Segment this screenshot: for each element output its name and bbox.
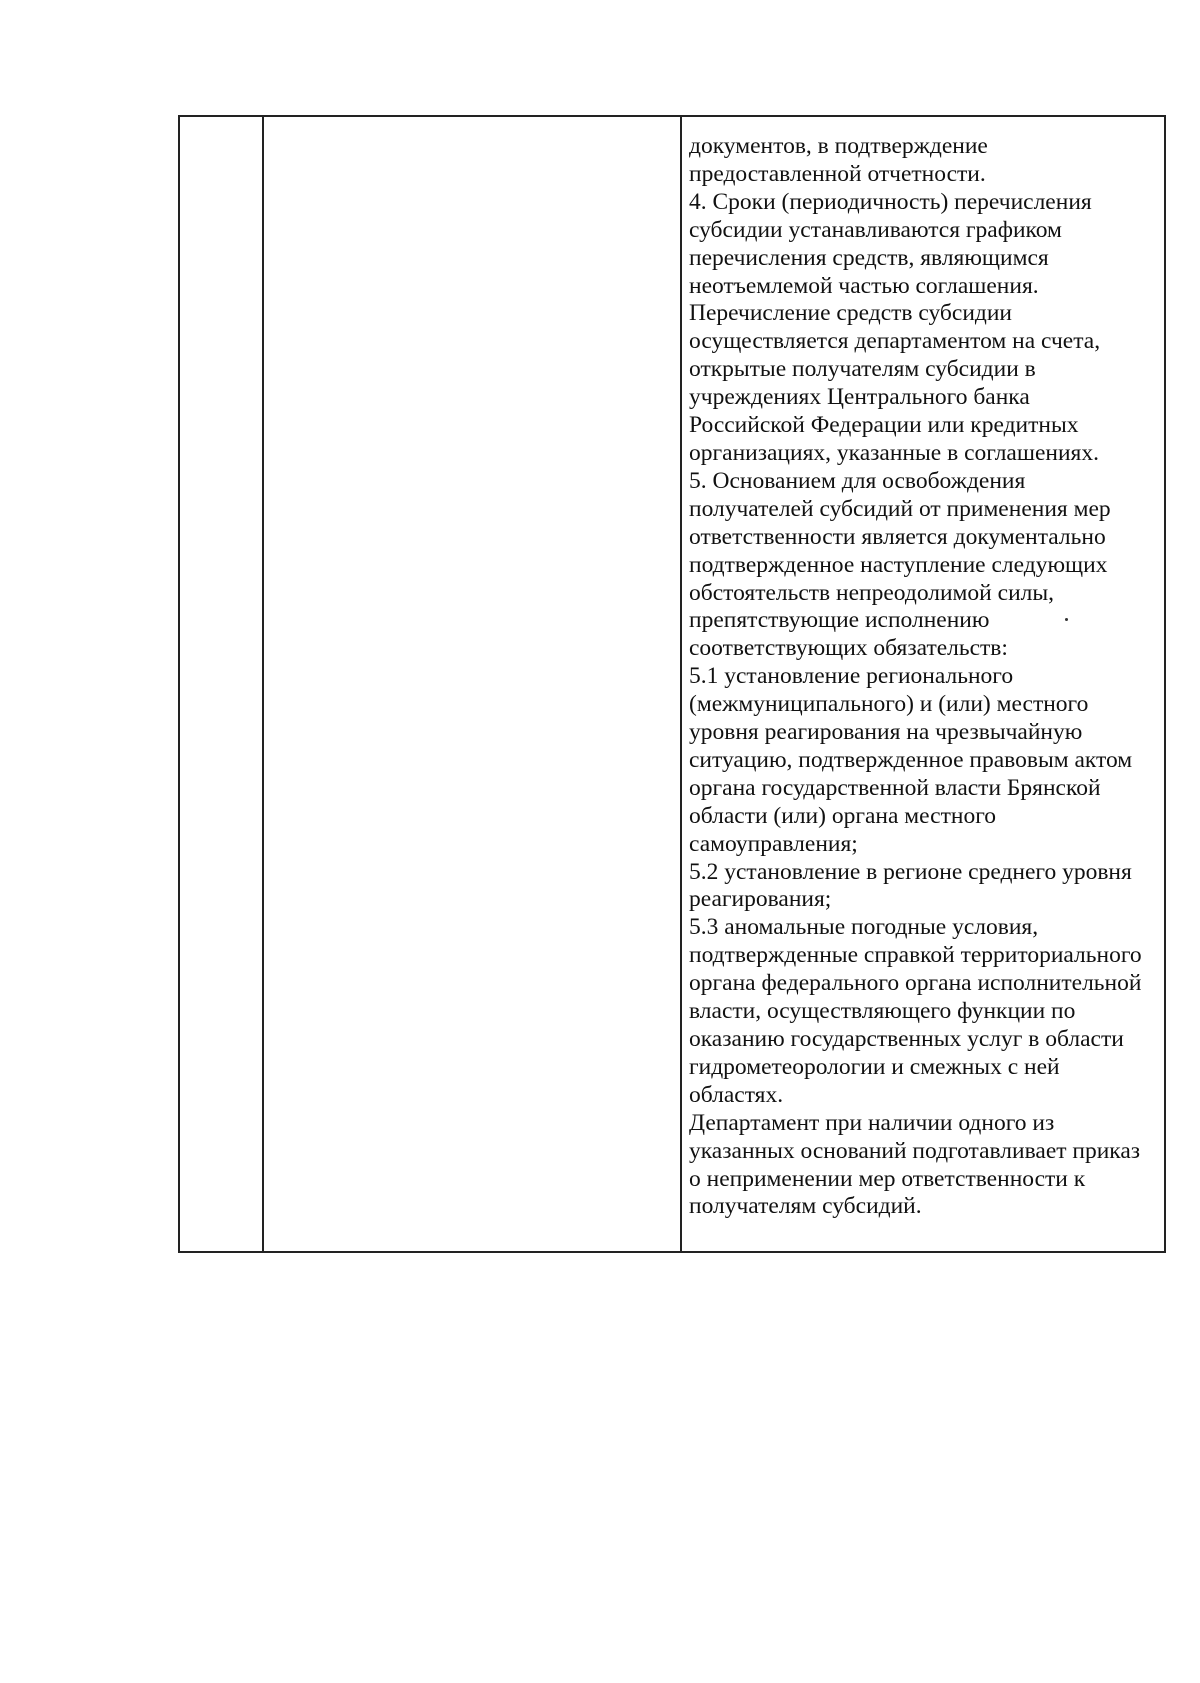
cell-text-line: подтвержденное наступление следующих	[689, 551, 1108, 578]
cell-text-line: Перечисление средств субсидии	[689, 300, 1012, 327]
cell-text-line: открытые получателям субсидии в	[689, 356, 1036, 383]
cell-text-line: указанных оснований подготавливает приказ	[689, 1137, 1141, 1164]
cell-text-line: осуществляется департаментом на счета,	[689, 328, 1101, 355]
cell-text-line: организациях, указанные в соглашениях.	[689, 439, 1099, 466]
cell-text-line: Российской Федерации или кредитных	[689, 412, 1079, 439]
cell-text-line: уровня реагирования на чрезвычайную	[689, 719, 1083, 746]
cell-text-line: областях.	[689, 1081, 784, 1108]
table-column-name	[264, 117, 682, 1251]
cell-text-line: 5.3 аномальные погодные условия,	[689, 914, 1039, 941]
cell-text-line: соответствующих обязательств:	[689, 635, 1008, 662]
table-column-content	[682, 117, 1164, 1251]
cell-text-line: 4. Сроки (периодичность) перечисления	[689, 188, 1092, 215]
scan-speck	[1065, 618, 1068, 621]
cell-text-line: перечисления средств, являющимся	[689, 244, 1049, 271]
cell-text-line: обстоятельств непреодолимой силы,	[689, 579, 1055, 606]
document-table	[178, 115, 1166, 1253]
cell-text-line: ответственности является документально	[689, 523, 1106, 550]
cell-text-line: области (или) органа местного	[689, 802, 997, 829]
cell-text-line: органа федерального органа исполнительной	[689, 970, 1142, 997]
cell-text-line: реагирования;	[689, 886, 832, 913]
cell-text-line: учреждениях Центрального банка	[689, 384, 1030, 411]
cell-text-line: неотъемлемой частью соглашения.	[689, 272, 1039, 299]
cell-text-line: (межмуниципального) и (или) местного	[689, 691, 1089, 718]
table-column-number	[180, 117, 264, 1251]
cell-text-line: предоставленной отчетности.	[689, 160, 986, 187]
cell-text-line: подтвержденные справкой территориального	[689, 942, 1142, 969]
cell-text-line: самоуправления;	[689, 830, 858, 857]
cell-text-line: 5.1 установление регионального	[689, 663, 1014, 690]
cell-text-line: ситуацию, подтвержденное правовым актом	[689, 746, 1133, 773]
cell-text-line: органа государственной власти Брянской	[689, 774, 1101, 801]
cell-text-line: 5. Основанием для освобождения	[689, 467, 1026, 494]
cell-text-line: власти, осуществляющего функции по	[689, 998, 1076, 1025]
cell-text-line: 5.2 установление в регионе среднего уровня	[689, 858, 1132, 885]
cell-text-line: препятствующие исполнению	[689, 607, 990, 634]
cell-text-line: субсидии устанавливаются графиком	[689, 216, 1062, 243]
cell-text-line: оказанию государственных услуг в области	[689, 1026, 1124, 1052]
cell-text-line: получателям субсидий.	[689, 1193, 922, 1220]
cell-text-line: документов, в подтверждение	[689, 133, 988, 159]
cell-text-line: гидрометеорологии и смежных с ней	[689, 1053, 1060, 1080]
cell-text-line: получателей субсидий от применения мер	[689, 495, 1111, 522]
cell-text-line: Департамент при наличии одного из	[689, 1109, 1055, 1136]
cell-text-line: о неприменении мер ответственности к	[689, 1165, 1086, 1192]
